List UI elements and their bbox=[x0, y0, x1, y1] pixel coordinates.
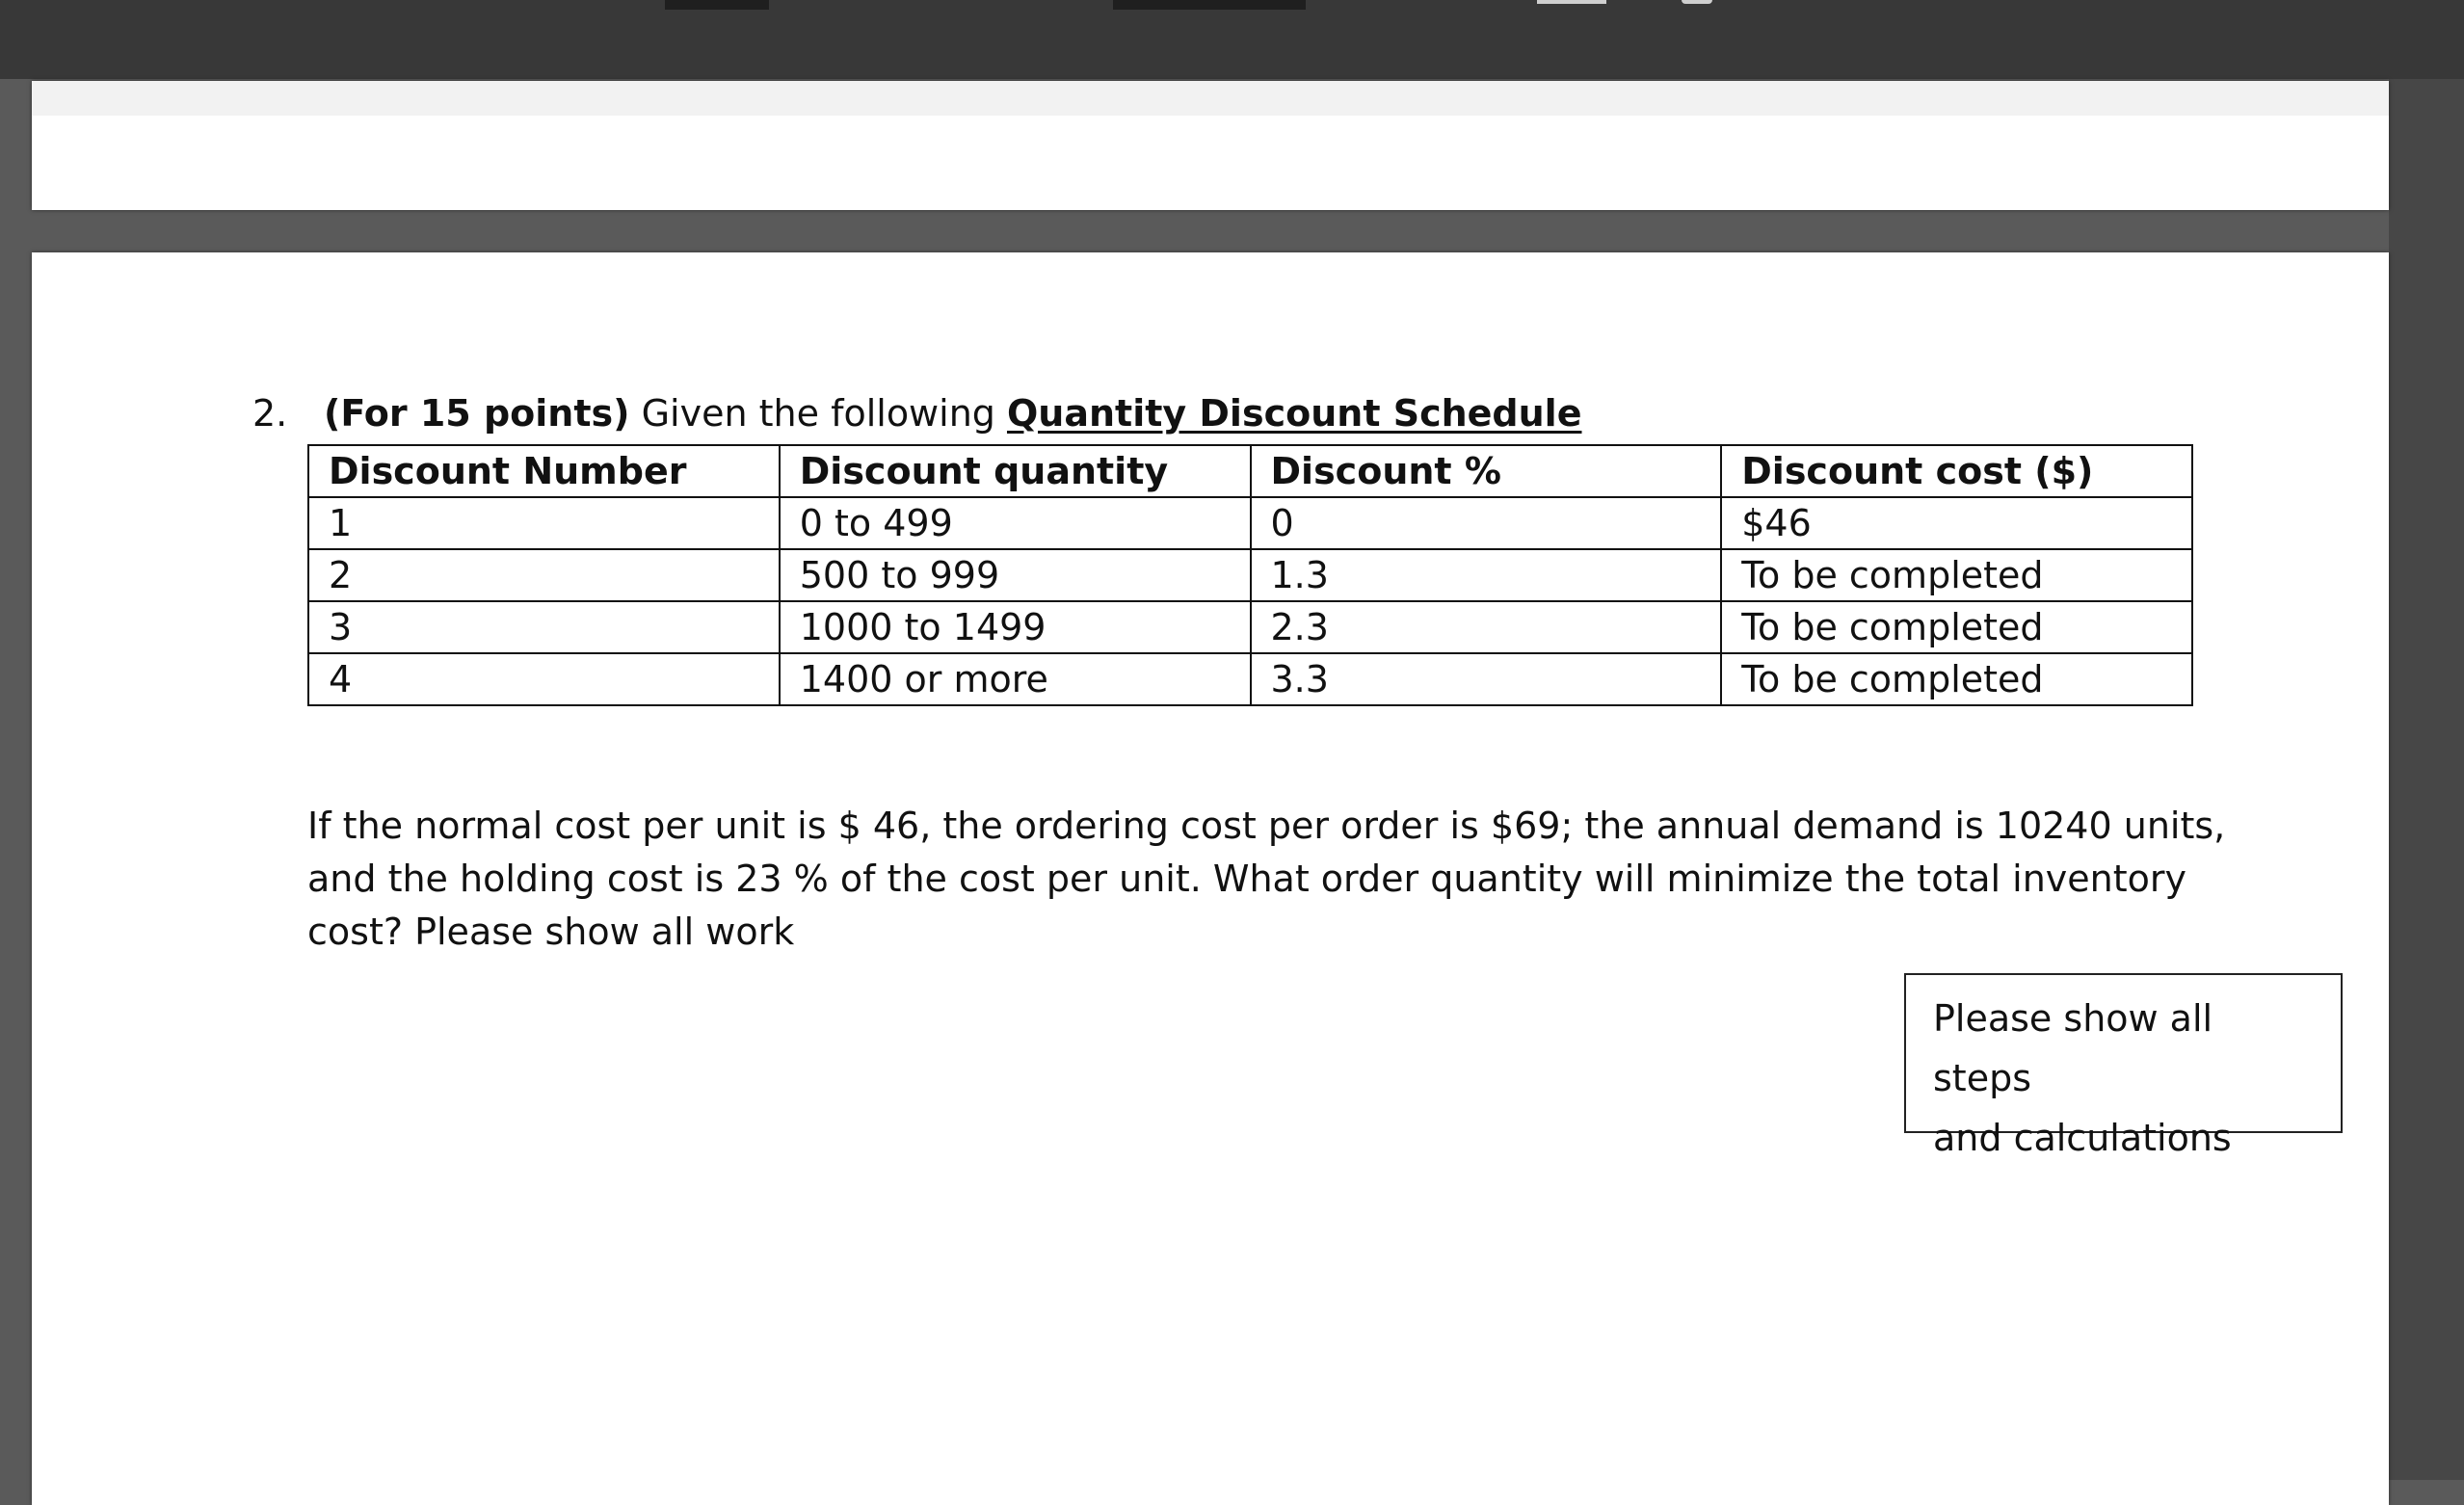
question-heading bbox=[252, 392, 1582, 435]
table-cell: 2.3 bbox=[1251, 601, 1722, 653]
discount-schedule-table bbox=[307, 444, 2193, 706]
page-band bbox=[32, 81, 2389, 116]
previous-page bbox=[32, 81, 2389, 210]
table-cell: 0 bbox=[1251, 497, 1722, 549]
table-cell: 3 bbox=[308, 601, 780, 653]
viewer-toolbar bbox=[0, 0, 2464, 79]
question-text: If the normal cost per unit is $ 46, the ordering cost per order is $69; the annual demand is 10240 units, and the holding cost is 23 % of the cost per unit. What order quantity will minimize the total inventory cost? Please show all work bbox=[307, 805, 2226, 953]
table-cell: 500 to 999 bbox=[780, 549, 1251, 601]
note-line: and calculations bbox=[1933, 1117, 2232, 1159]
schedule-title: Quantity Discount Schedule bbox=[1006, 392, 1582, 435]
table-cell: 0 to 499 bbox=[780, 497, 1251, 549]
table-cell: 1 bbox=[308, 497, 780, 549]
viewer-side-gutter bbox=[2389, 79, 2464, 1480]
question-number: 2. bbox=[252, 392, 288, 435]
column-header: Discount cost ($) bbox=[1721, 445, 2192, 497]
table-cell: 1400 or more bbox=[780, 653, 1251, 705]
table-header-row bbox=[308, 445, 2192, 497]
column-header: Discount quantity bbox=[780, 445, 1251, 497]
table-row bbox=[308, 601, 2192, 653]
toolbar-control[interactable] bbox=[1682, 0, 1712, 4]
table-cell: 1000 to 1499 bbox=[780, 601, 1251, 653]
question-points: (For 15 points) bbox=[324, 392, 630, 435]
document-page bbox=[32, 252, 2389, 1505]
table-row bbox=[308, 653, 2192, 705]
toolbar-control[interactable] bbox=[1113, 0, 1306, 10]
toolbar-control[interactable] bbox=[1537, 0, 1606, 4]
table-row bbox=[308, 549, 2192, 601]
table-row bbox=[308, 497, 2192, 549]
table-cell: 3.3 bbox=[1251, 653, 1722, 705]
instruction-text-box bbox=[1904, 973, 2343, 1159]
column-header: Discount % bbox=[1251, 445, 1722, 497]
table-cell: $46 bbox=[1721, 497, 2192, 549]
table-cell: To be completed bbox=[1721, 549, 2192, 601]
table-cell: 2 bbox=[308, 549, 780, 601]
table-cell: 4 bbox=[308, 653, 780, 705]
table-cell: 1.3 bbox=[1251, 549, 1722, 601]
toolbar-control[interactable] bbox=[665, 0, 769, 10]
note-line: Please show all steps bbox=[1933, 997, 2213, 1099]
table-cell: To be completed bbox=[1721, 601, 2192, 653]
column-header: Discount Number bbox=[308, 445, 780, 497]
table-cell: To be completed bbox=[1721, 653, 2192, 705]
question-intro: Given the following bbox=[629, 392, 1007, 435]
